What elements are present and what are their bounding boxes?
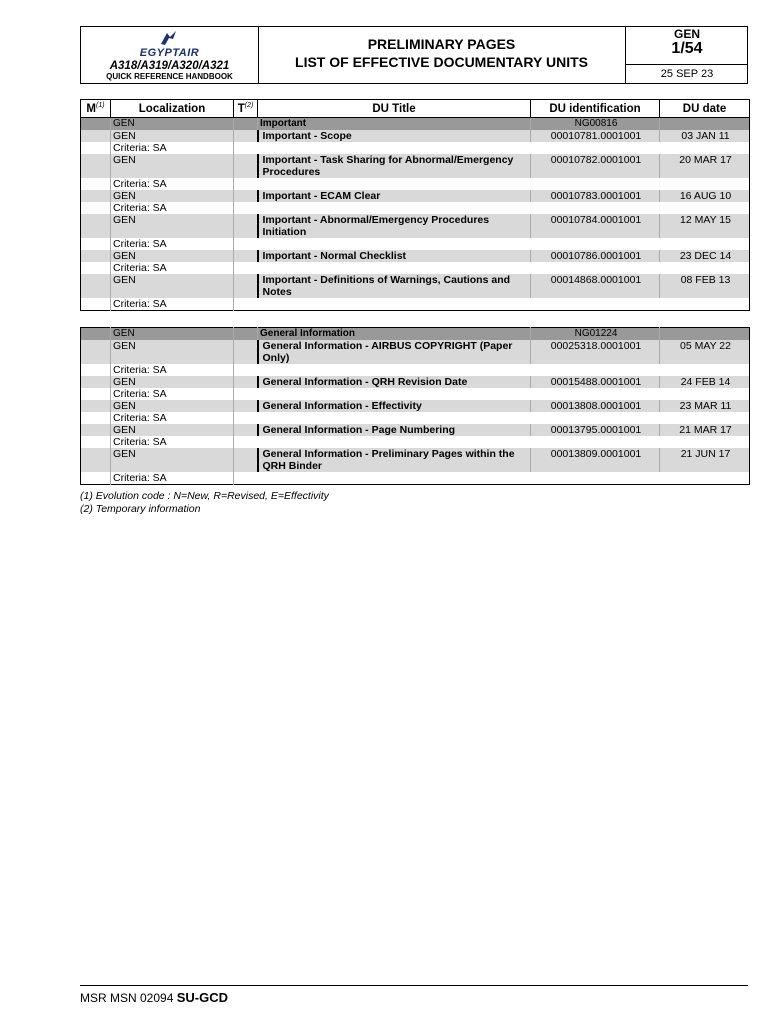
cell-m bbox=[81, 118, 111, 131]
cell-localization: GEN bbox=[111, 154, 234, 178]
cell-criteria: Criteria: SA bbox=[111, 238, 234, 250]
ledu-table-important bbox=[80, 99, 750, 311]
cell-empty bbox=[258, 436, 750, 448]
cell-du-date bbox=[660, 118, 750, 131]
cell-du-title: Important - Abnormal/Emergency Procedures Initiation bbox=[258, 214, 531, 238]
cell-du-date: 03 JAN 11 bbox=[660, 130, 750, 142]
cell-du-date bbox=[660, 328, 750, 341]
cell-du-id: 00014868.0001001 bbox=[531, 274, 660, 298]
cell-du-date: 21 JUN 17 bbox=[660, 448, 750, 472]
cell-empty bbox=[258, 238, 750, 250]
cell-m bbox=[81, 376, 111, 388]
table-row bbox=[81, 250, 750, 262]
falcon-logo-icon bbox=[159, 30, 179, 46]
cell-localization: GEN bbox=[111, 274, 234, 298]
cell-localization: GEN bbox=[111, 400, 234, 412]
cell-empty bbox=[258, 472, 750, 485]
ledu-table-general-information bbox=[80, 327, 750, 485]
cell-t bbox=[234, 340, 258, 364]
cell-t bbox=[234, 130, 258, 142]
column-header-row bbox=[81, 100, 750, 118]
col-t: $T^{(2)}$ bbox=[234, 100, 258, 118]
page-header bbox=[80, 26, 748, 84]
page-number: 1/54 bbox=[671, 40, 703, 57]
cell-empty bbox=[258, 262, 750, 274]
cell-du-title: General Information - AIRBUS COPYRIGHT (Paper Only) bbox=[258, 340, 531, 364]
cell-empty bbox=[258, 364, 750, 376]
cell-du-title: Important - Scope bbox=[258, 130, 531, 142]
group-row bbox=[81, 118, 750, 131]
cell-du-title: General Information - Page Numbering bbox=[258, 424, 531, 436]
cell-t bbox=[234, 202, 258, 214]
criteria-row bbox=[81, 364, 750, 376]
table-row bbox=[81, 376, 750, 388]
cell-t bbox=[234, 250, 258, 262]
cell-du-title: Important - Normal Checklist bbox=[258, 250, 531, 262]
cell-criteria: Criteria: SA bbox=[111, 388, 234, 400]
cell-m bbox=[81, 250, 111, 262]
cell-du-date: 21 MAR 17 bbox=[660, 424, 750, 436]
page-info bbox=[626, 27, 748, 83]
cell-criteria: Criteria: SA bbox=[111, 436, 234, 448]
table-row bbox=[81, 190, 750, 202]
cell-empty bbox=[258, 298, 750, 311]
cell-du-id: 00010783.0001001 bbox=[531, 190, 660, 202]
cell-t bbox=[234, 424, 258, 436]
cell-t bbox=[234, 436, 258, 448]
cell-localization: GEN bbox=[111, 328, 234, 341]
footnotes bbox=[80, 490, 329, 515]
cell-du-date: 23 DEC 14 bbox=[660, 250, 750, 262]
table-row bbox=[81, 130, 750, 142]
cell-m bbox=[81, 472, 111, 485]
cell-m bbox=[81, 130, 111, 142]
cell-m bbox=[81, 202, 111, 214]
cell-du-id: NG01224 bbox=[531, 328, 660, 341]
cell-du-date: 12 MAY 15 bbox=[660, 214, 750, 238]
cell-du-id: 00010784.0001001 bbox=[531, 214, 660, 238]
cell-du-id: 00013808.0001001 bbox=[531, 400, 660, 412]
col-du-id: DU identification bbox=[531, 100, 660, 118]
cell-m bbox=[81, 388, 111, 400]
cell-m bbox=[81, 436, 111, 448]
cell-du-id: NG00816 bbox=[531, 118, 660, 131]
cell-du-date: 20 MAR 17 bbox=[660, 154, 750, 178]
cell-m bbox=[81, 142, 111, 154]
cell-du-title: General Information - QRH Revision Date bbox=[258, 376, 531, 388]
title-line-2: LIST OF EFFECTIVE DOCUMENTARY UNITS bbox=[295, 54, 588, 70]
cell-t bbox=[234, 118, 258, 131]
cell-du-title: General Information bbox=[258, 328, 531, 341]
cell-t bbox=[234, 178, 258, 190]
cell-t bbox=[234, 274, 258, 298]
cell-criteria: Criteria: SA bbox=[111, 202, 234, 214]
table-row bbox=[81, 214, 750, 238]
cell-du-title: Important - ECAM Clear bbox=[258, 190, 531, 202]
cell-m bbox=[81, 340, 111, 364]
cell-t bbox=[234, 142, 258, 154]
cell-empty bbox=[258, 142, 750, 154]
footnote-1: (1) Evolution code : N=New, R=Revised, E=Effectivity bbox=[80, 490, 329, 502]
cell-m bbox=[81, 214, 111, 238]
cell-t bbox=[234, 376, 258, 388]
cell-t bbox=[234, 238, 258, 250]
cell-m bbox=[81, 190, 111, 202]
cell-du-id: 00013809.0001001 bbox=[531, 448, 660, 472]
criteria-row bbox=[81, 142, 750, 154]
cell-t bbox=[234, 298, 258, 311]
cell-m bbox=[81, 262, 111, 274]
col-du-date: DU date bbox=[660, 100, 750, 118]
cell-du-id: 00013795.0001001 bbox=[531, 424, 660, 436]
cell-du-date: 16 AUG 10 bbox=[660, 190, 750, 202]
cell-t bbox=[234, 154, 258, 178]
cell-t bbox=[234, 448, 258, 472]
col-localization: Localization bbox=[111, 100, 234, 118]
cell-localization: GEN bbox=[111, 190, 234, 202]
cell-empty bbox=[258, 412, 750, 424]
cell-localization: GEN bbox=[111, 118, 234, 131]
cell-localization: GEN bbox=[111, 130, 234, 142]
cell-du-title: General Information - Preliminary Pages within the QRH Binder bbox=[258, 448, 531, 472]
cell-criteria: Criteria: SA bbox=[111, 262, 234, 274]
cell-criteria: Criteria: SA bbox=[111, 412, 234, 424]
cell-m bbox=[81, 412, 111, 424]
criteria-row bbox=[81, 262, 750, 274]
cell-t bbox=[234, 388, 258, 400]
cell-localization: GEN bbox=[111, 424, 234, 436]
criteria-row bbox=[81, 178, 750, 190]
cell-du-title: General Information - Effectivity bbox=[258, 400, 531, 412]
footnote-2: (2) Temporary information bbox=[80, 502, 201, 515]
criteria-row bbox=[81, 298, 750, 311]
cell-m bbox=[81, 154, 111, 178]
table-row bbox=[81, 154, 750, 178]
criteria-row bbox=[81, 388, 750, 400]
cell-du-id: 00015488.0001001 bbox=[531, 376, 660, 388]
cell-criteria: Criteria: SA bbox=[111, 178, 234, 190]
table-row bbox=[81, 274, 750, 298]
brand-name: EGYPTAIR bbox=[139, 47, 200, 59]
criteria-row bbox=[81, 436, 750, 448]
handbook-name: QUICK REFERENCE HANDBOOK bbox=[106, 72, 233, 81]
cell-localization: GEN bbox=[111, 340, 234, 364]
cell-criteria: Criteria: SA bbox=[111, 472, 234, 485]
cell-m bbox=[81, 274, 111, 298]
table-row bbox=[81, 448, 750, 472]
cell-t bbox=[234, 364, 258, 376]
cell-m bbox=[81, 328, 111, 341]
cell-localization: GEN bbox=[111, 376, 234, 388]
table-row bbox=[81, 424, 750, 436]
title-line-1: PRELIMINARY PAGES bbox=[367, 36, 516, 52]
cell-du-date: 23 MAR 11 bbox=[660, 400, 750, 412]
criteria-row bbox=[81, 412, 750, 424]
cell-localization: GEN bbox=[111, 448, 234, 472]
footer-msn: MSR MSN 02094 bbox=[80, 991, 174, 1005]
cell-t bbox=[234, 400, 258, 412]
cell-t bbox=[234, 472, 258, 485]
cell-criteria: Criteria: SA bbox=[111, 364, 234, 376]
footer-registration: SU-GCD bbox=[176, 990, 228, 1005]
cell-m bbox=[81, 238, 111, 250]
cell-t bbox=[234, 412, 258, 424]
cell-empty bbox=[258, 388, 750, 400]
cell-du-title: Important - Task Sharing for Abnormal/Emergency Procedures bbox=[258, 154, 531, 178]
criteria-row bbox=[81, 238, 750, 250]
cell-du-title: Important - Definitions of Warnings, Cautions and Notes bbox=[258, 274, 531, 298]
cell-du-id: 00025318.0001001 bbox=[531, 340, 660, 364]
cell-criteria: Criteria: SA bbox=[111, 142, 234, 154]
cell-du-title: Important bbox=[258, 118, 531, 131]
cell-m bbox=[81, 448, 111, 472]
cell-m bbox=[81, 400, 111, 412]
cell-du-date: 05 MAY 22 bbox=[660, 340, 750, 364]
cell-t bbox=[234, 190, 258, 202]
cell-du-id: 00010781.0001001 bbox=[531, 130, 660, 142]
col-m: $M^{(1)}$ bbox=[81, 100, 111, 118]
cell-du-id: 00010782.0001001 bbox=[531, 154, 660, 178]
col-du-title: DU Title bbox=[258, 100, 531, 118]
criteria-row bbox=[81, 202, 750, 214]
cell-du-date: 08 FEB 13 bbox=[660, 274, 750, 298]
cell-localization: GEN bbox=[111, 250, 234, 262]
section-code: GEN bbox=[673, 27, 700, 41]
operator-logo-block bbox=[81, 27, 259, 83]
cell-m bbox=[81, 364, 111, 376]
cell-m bbox=[81, 178, 111, 190]
table-row bbox=[81, 400, 750, 412]
cell-t bbox=[234, 262, 258, 274]
cell-empty bbox=[258, 202, 750, 214]
revision-date: 25 SEP 23 bbox=[626, 64, 748, 83]
aircraft-models: A318/A319/A320/A321 bbox=[109, 60, 230, 72]
table-row bbox=[81, 340, 750, 364]
cell-du-date: 24 FEB 14 bbox=[660, 376, 750, 388]
cell-localization: GEN bbox=[111, 214, 234, 238]
criteria-row bbox=[81, 472, 750, 485]
cell-m bbox=[81, 298, 111, 311]
group-row bbox=[81, 328, 750, 341]
page-footer bbox=[80, 985, 748, 1005]
cell-empty bbox=[258, 178, 750, 190]
cell-du-id: 00010786.0001001 bbox=[531, 250, 660, 262]
cell-criteria: Criteria: SA bbox=[111, 298, 234, 311]
cell-t bbox=[234, 328, 258, 341]
page-title bbox=[258, 27, 626, 83]
cell-t bbox=[234, 214, 258, 238]
cell-m bbox=[81, 424, 111, 436]
